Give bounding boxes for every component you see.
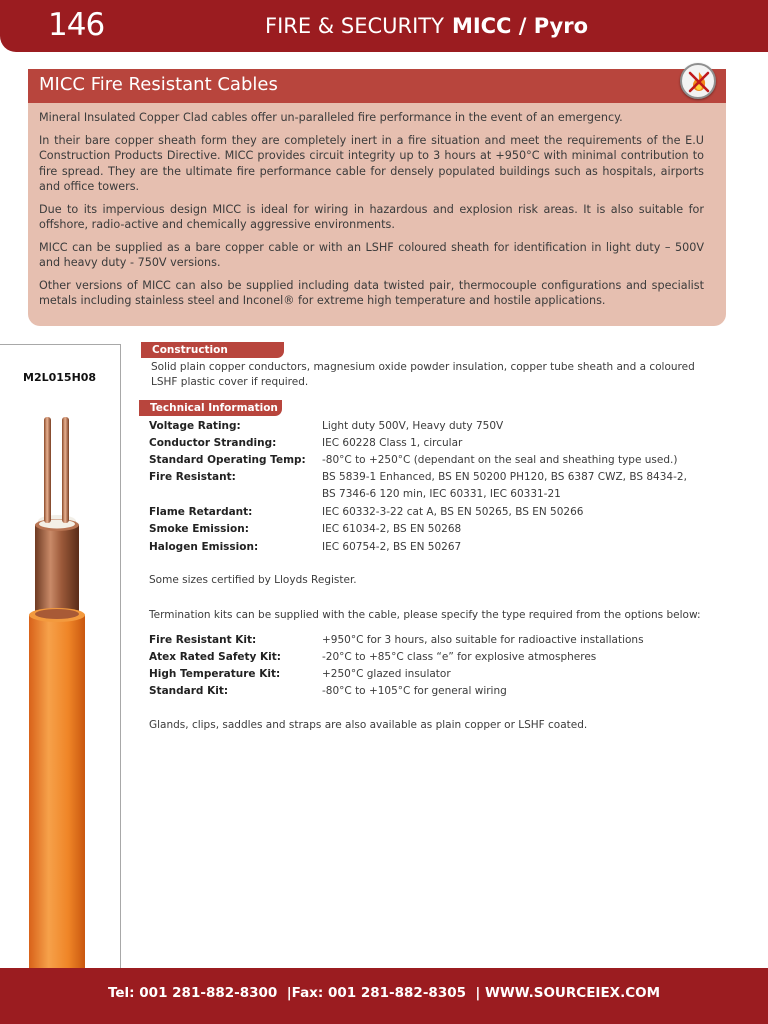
- termination-note: Termination kits can be supplied with the cable, please specify the type required from the options below:: [149, 609, 701, 621]
- spec-value: IEC 60754-2, BS EN 50267: [322, 541, 462, 553]
- page-number: 146: [48, 7, 105, 43]
- intro-header: [28, 69, 726, 103]
- spec-label: Smoke Emission:: [149, 523, 249, 535]
- intro-paragraph: Mineral Insulated Copper Clad cables offer un-paralleled fire performance in the event of an emergency.: [39, 111, 623, 124]
- intro-paragraph: Other versions of MICC can also be supplied including data twisted pair, thermocouple configurations and specialist metals including stainless steel and Inconel® for extreme high temperature and hostile applications.: [39, 278, 704, 307]
- spec-label: Fire Resistant:: [149, 471, 236, 483]
- kit-label: Standard Kit:: [149, 685, 229, 697]
- spec-value: -80°C to +250°C (dependant on the seal and sheathing type used.): [322, 454, 678, 466]
- spec-label: Conductor Stranding:: [149, 437, 277, 449]
- section-title: [265, 14, 588, 38]
- kit-value: -20°C to +85°C class “e” for explosive atmospheres: [322, 651, 597, 663]
- technical-info-tab: Technical Information: [139, 400, 282, 416]
- construction-tab: Construction: [141, 342, 284, 358]
- spec-value: BS 7346-6 120 min, IEC 60331, IEC 60331-21: [322, 488, 561, 500]
- spec-value: IEC 61034-2, BS EN 50268: [322, 523, 462, 535]
- kit-label: Atex Rated Safety Kit:: [149, 651, 281, 663]
- spec-value: Light duty 500V, Heavy duty 750V: [322, 420, 504, 432]
- intro-box: [28, 69, 726, 326]
- no-fire-icon: [680, 63, 716, 99]
- intro-paragraph: In their bare copper sheath form they are completely inert in a fire situation and meet the requirements of the E.U Construction Products Directive. MICC provides circuit integrity up to 3 hours at +950°C with minimal contribution to fire spread. They are the ultimate fire performance cable for densely populated buildings such as hospitals, airports and office towers.: [39, 133, 704, 193]
- spec-label: Standard Operating Temp:: [149, 454, 306, 466]
- intro-paragraph: MICC can be supplied as a bare copper cable or with an LSHF coloured sheath for identification in light duty – 500V and heavy duty - 750V versions.: [39, 240, 704, 269]
- kit-label: High Temperature Kit:: [149, 668, 281, 680]
- kit-value: +950°C for 3 hours, also suitable for radioactive installations: [322, 634, 644, 646]
- construction-text: Solid plain copper conductors, magnesium oxide powder insulation, copper tube sheath and a coloured LSHF plastic cover if required.: [151, 361, 695, 388]
- section-category: FIRE & SECURITY: [265, 14, 444, 38]
- micc-cable-image: [24, 417, 96, 969]
- intro-title: MICC Fire Resistant Cables: [39, 74, 278, 95]
- footer-contact: Tel: 001 281-882-8300 |Fax: 001 281-882-8305 | WWW.SOURCEIEX.COM: [107, 985, 661, 1001]
- lloyds-note: Some sizes certified by Lloyds Register.: [149, 574, 357, 586]
- page-header: [0, 0, 768, 52]
- intro-body: [39, 110, 704, 316]
- product-column: [0, 344, 121, 968]
- section-product: MICC / Pyro: [451, 14, 589, 38]
- spec-value: IEC 60228 Class 1, circular: [322, 437, 463, 449]
- kit-label: Fire Resistant Kit:: [149, 634, 257, 646]
- spec-label: Halogen Emission:: [149, 541, 259, 553]
- page-footer: [0, 968, 768, 1024]
- product-code: M2L015H08: [23, 371, 97, 384]
- glands-note: Glands, clips, saddles and straps are also available as plain copper or LSHF coated.: [149, 719, 588, 731]
- spec-value: BS 5839-1 Enhanced, BS EN 50200 PH120, BS 6387 CWZ, BS 8434-2,: [322, 471, 687, 483]
- kit-value: +250°C glazed insulator: [322, 668, 451, 680]
- spec-value: IEC 60332-3-22 cat A, BS EN 50265, BS EN 50266: [322, 506, 584, 518]
- spec-label: Flame Retardant:: [149, 506, 253, 518]
- kit-value: -80°C to +105°C for general wiring: [322, 685, 507, 697]
- intro-paragraph: Due to its impervious design MICC is ideal for wiring in hazardous and explosion risk areas. It is also suitable for offshore, radio-active and chemically aggressive environments.: [39, 202, 704, 231]
- spec-label: Voltage Rating:: [149, 420, 241, 432]
